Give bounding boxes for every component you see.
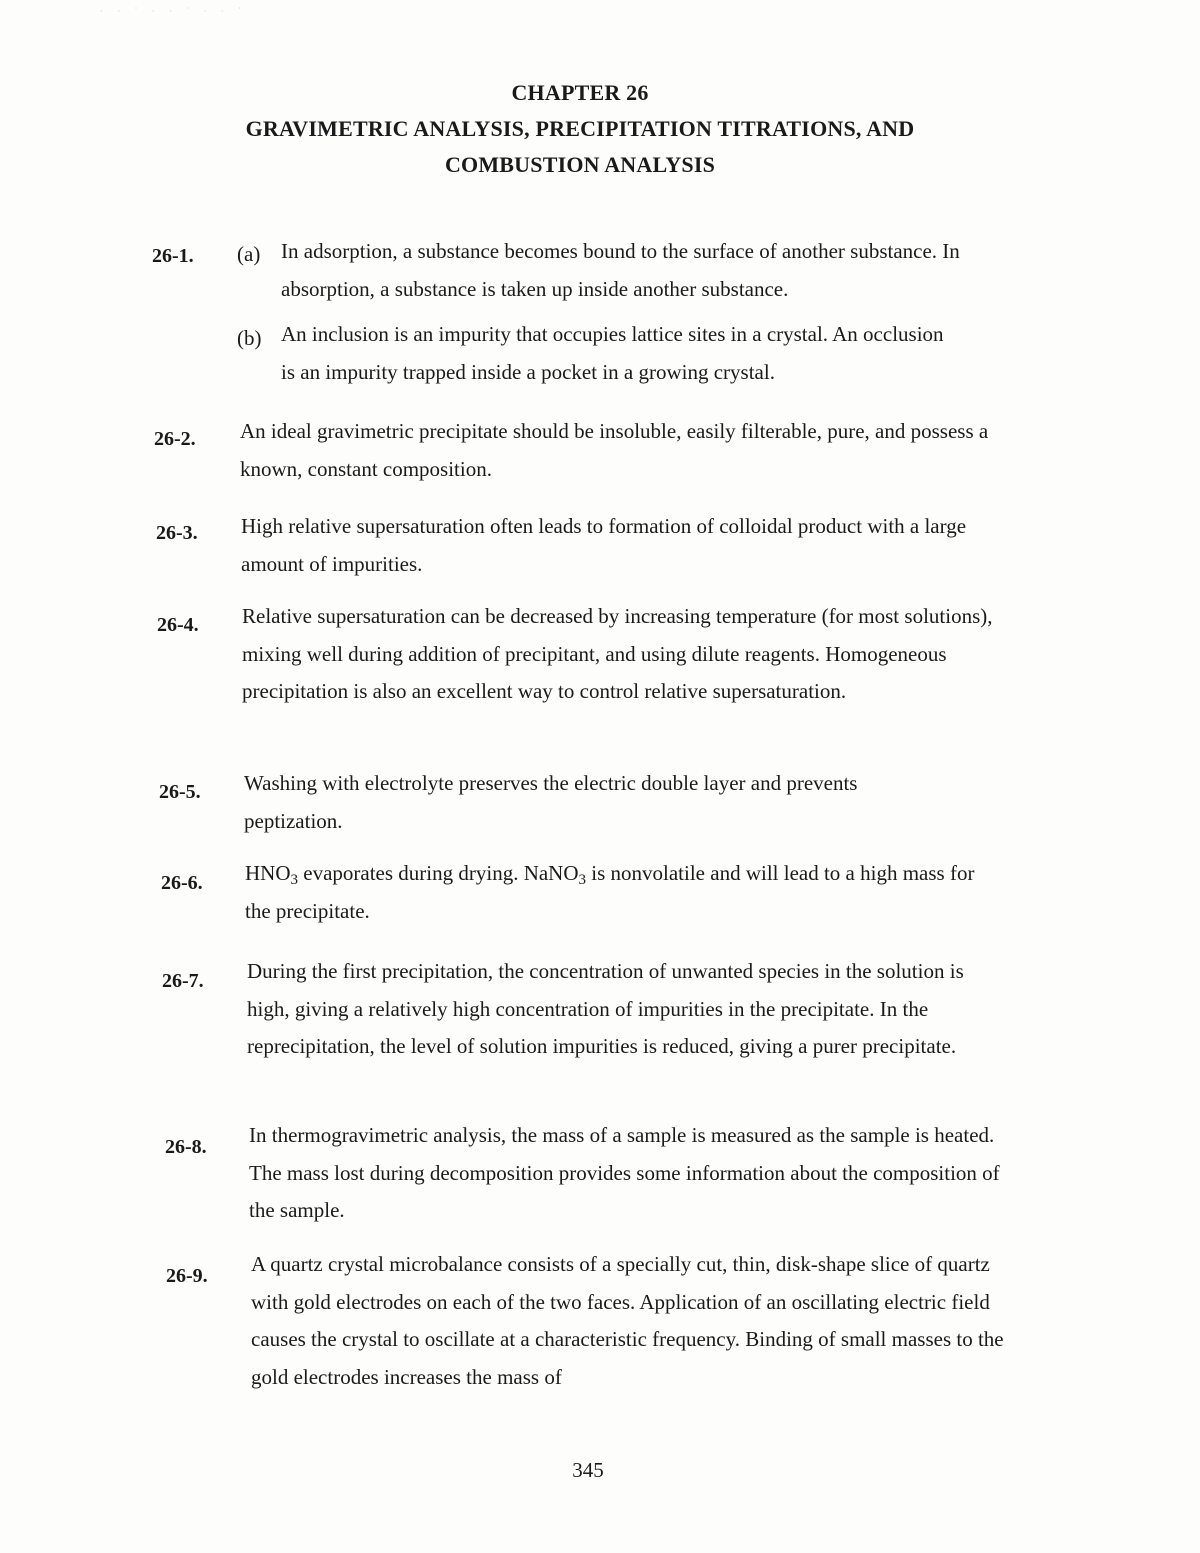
problem-number: 26-7. [162, 970, 204, 992]
problem-number: 26-2. [154, 428, 196, 450]
hno3-formula: HNO [245, 861, 291, 885]
problem-text: During the first precipitation, the concentration of unwanted species in the solution is high, giving a relatively high concentration of impurities in the precipitate. In the reprecipitation, the level of solution impurities is reduced, giving a purer precipitate. [247, 959, 964, 1058]
problem-text: An ideal gravimetric precipitate should be insoluble, easily filterable, pure, and possess a known, constant composition. [240, 419, 989, 481]
problem-number: 26-9. [166, 1265, 208, 1287]
problem-number: 26-6. [161, 872, 203, 894]
chapter-title-line-2: COMBUSTION ANALYSIS [444, 152, 716, 177]
problem-text: A quartz crystal microbalance consists of a specially cut, thin, disk-shape slice of quartz with gold electrodes on each of the two faces. Application of an oscillating electric field causes the crystal to oscillate at a characteristic frequency. Binding of small masses to the gold electrodes increases the mass of [251, 1252, 1004, 1389]
problem-text: An inclusion is an impurity that occupies lattice sites in a crystal. An occlusion is an impurity trapped inside a pocket in a growing crystal. [281, 322, 944, 384]
scan-specks: · · ˙ · · ˙ · · ˙ [100, 6, 247, 16]
chapter-heading: CHAPTER 26 [511, 80, 649, 105]
problem-number: 26-4. [157, 614, 199, 636]
problem-text-mid: evaporates during drying. NaNO [298, 861, 579, 885]
part-label-a: (a) [237, 242, 261, 266]
part-label-b: (b) [237, 326, 262, 350]
problem-number: 26-1. [152, 245, 194, 267]
problem-text: In adsorption, a substance becomes bound to the surface of another substance. In absorption, a substance is taken up inside another substance. [281, 239, 960, 301]
problem-text: High relative supersaturation often leads to formation of colloidal product with a large amount of impurities. [241, 514, 967, 576]
problem-number: 26-3. [156, 522, 198, 544]
chapter-title-line-1: GRAVIMETRIC ANALYSIS, PRECIPITATION TITRATIONS, AND [245, 116, 915, 141]
problem-text: In thermogravimetric analysis, the mass of a sample is measured as the sample is heated. The mass lost during decomposition provides some information about the composition of the sample. [249, 1123, 1000, 1222]
problem-text: Washing with electrolyte preserves the electric double layer and prevents peptization. [244, 771, 858, 833]
problem-text-tail: is nonvolatile and will lead to a high mass for the precipitate. [245, 861, 975, 923]
subscript-3: 3 [578, 872, 587, 888]
problem-text [245, 855, 1005, 930]
problem-number: 26-8. [165, 1136, 207, 1158]
problem-text: Relative supersaturation can be decreased by increasing temperature (for most solutions), mixing well during addition of precipitant, and using dilute reagents. Homogeneous precipitation is also an excellent way to control relative supersaturation. [242, 604, 993, 703]
problem-number: 26-5. [159, 781, 201, 803]
subscript-3: 3 [290, 872, 298, 888]
page-number: 345 [572, 1458, 604, 1482]
